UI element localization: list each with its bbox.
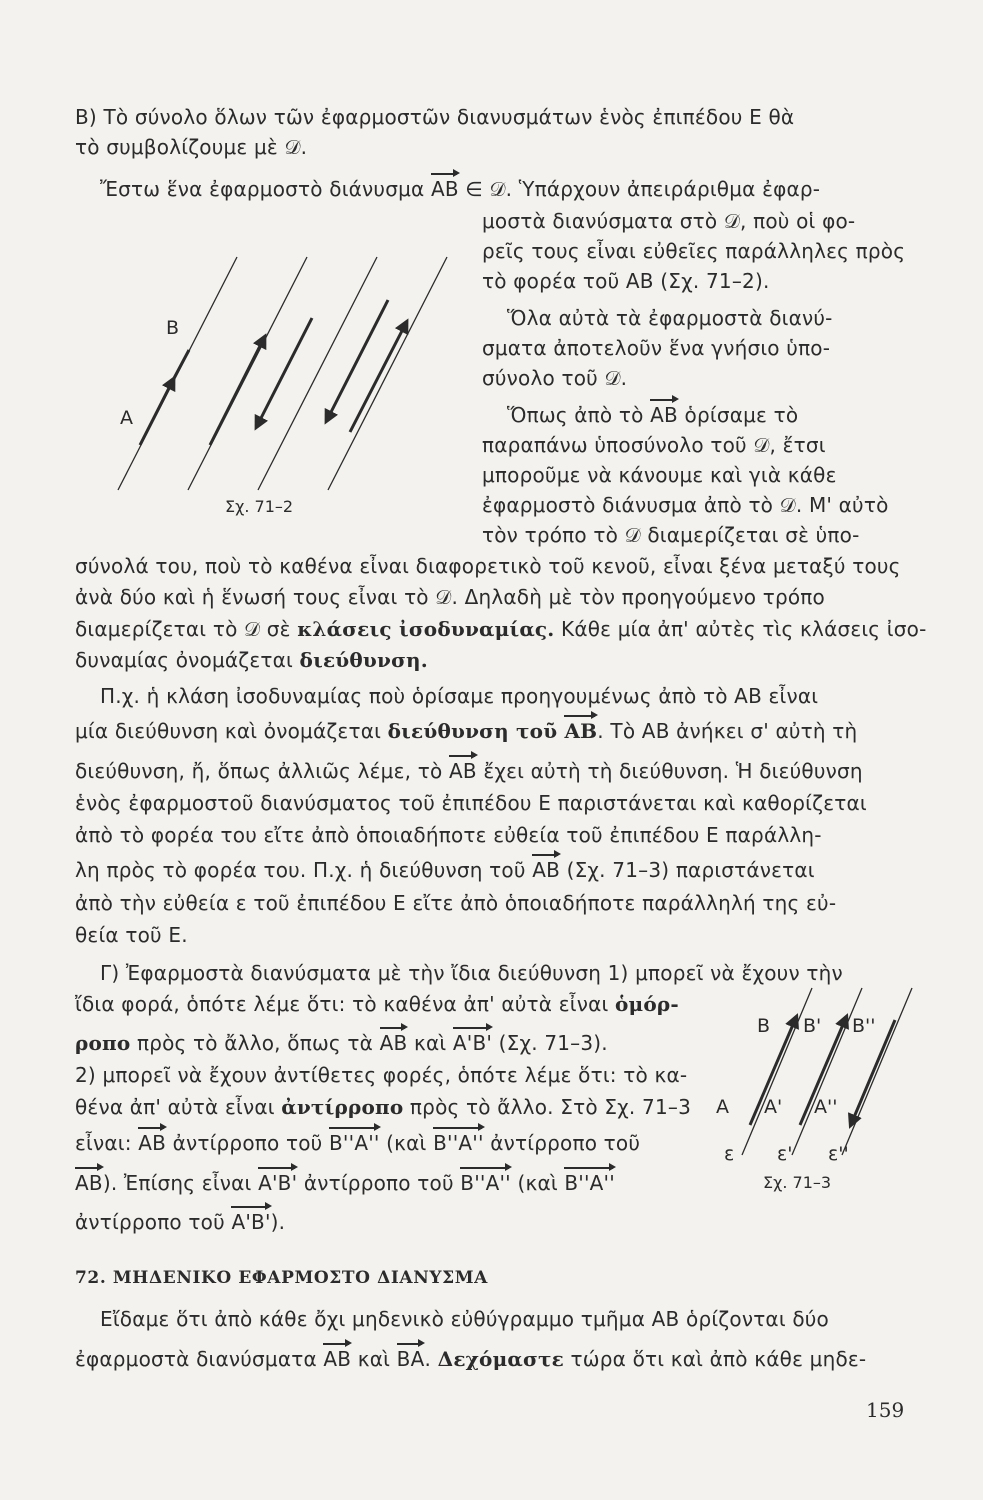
bold-term: ἀντίρροπο [281,1095,404,1119]
text-line: Εἴδαμε ὅτι ἀπὸ κάθε ὄχι μηδενικὸ εὐθύγραμμο τμῆμα AB ὁρίζονται δύο [100,1307,829,1331]
label-a1: A' [764,1096,783,1118]
text-span: τώρα ὅτι καὶ ἀπὸ κάθε μηδε- [563,1347,867,1371]
vector-a1b1: A'B' [452,1031,493,1055]
vector-ba: BA [396,1347,425,1371]
text-span: ). Ἐπίσης εἶναι [102,1171,259,1195]
text-span: ἀντίρροπο τοῦ [166,1131,330,1155]
text-span: (καὶ [510,1171,565,1195]
text-line: τὸ συμβολίζουμε μὲ 𝒟. [75,135,308,159]
text-line: σματα ἀποτελοῦν ἕνα γνήσιο ὑπο- [482,336,831,360]
label-e1: ε' [777,1143,793,1165]
text-line: B) Τὸ σύνολο ὅλων τῶν ἐφαρμοστῶν διανυσμάτων ἑνὸς ἐπιπέδου Ε θὰ [75,105,795,129]
page-number: 159 [866,1398,905,1422]
label-b1: B' [803,1015,822,1037]
text-line: ἀπὸ τὴν εὐθεία ε τοῦ ἐπιπέδου Ε εἴτε ἀπὸ ὁποιαδήποτε παράλληλή της εὐ- [75,891,837,915]
vector-b2a2: B''A'' [329,1131,380,1155]
vector-b2a2: B''A'' [564,1171,615,1195]
label-b: B [757,1015,771,1037]
text-line: 2) μπορεῖ νὰ ἔχουν ἀντίθετες φορές, ὁπότε λέμε ὅτι: τὸ κα- [75,1063,688,1087]
text-line: ἐφαρμοστὸ διάνυσμα ἀπὸ τὸ 𝒟. Μ' αὐτὸ [482,493,889,517]
text-span: ἔχει αὐτὴ τὴ διεύθυνση. Ἡ διεύθυνση [476,759,863,783]
text-line: Ὅλα αὐτὰ τὰ ἐφαρμοστὰ διανύ- [507,306,833,330]
text-span: ἀντίρροπο τοῦ [483,1131,641,1155]
text-line: σύνολο τοῦ 𝒟. [482,366,628,390]
figure-caption: Σχ. 71–3 [763,1173,832,1192]
vector-ab: AB [448,759,477,783]
vector-ab: AB [564,719,598,743]
label-b: B [166,317,180,339]
text-span: δυναμίας ὀνομάζεται [75,648,300,672]
text-span: ὁρίσαμε τὸ [677,403,799,427]
vector-ab: AB [138,1131,167,1155]
text-span: . [424,1347,438,1371]
text-line: παραπάνω ὑποσύνολο τοῦ 𝒟, ἔτσι [482,433,826,457]
text-line: τὸν τρόπο τὸ 𝒟 διαμερίζεται σὲ ὑπο- [482,523,860,547]
line-e1 [792,988,862,1155]
text-line: τὸ φορέα τοῦ AB (Σχ. 71–2). [482,269,770,293]
text-span: εἶναι: [75,1131,139,1155]
text-line: θεία τοῦ Ε. [75,923,188,947]
vector-ab: AB [323,1347,352,1371]
text-line: μποροῦμε νὰ κάνουμε καὶ γιὰ κάθε [482,463,837,487]
text-span: ∈ 𝒟. Ὑπάρχουν ἀπειράριθμα ἐφαρ- [458,177,821,201]
vector-b2a2: B''A'' [433,1131,484,1155]
text-line: σύνολά του, ποὺ τὸ καθένα εἶναι διαφορετικὸ τοῦ κενοῦ, εἶναι ξένα μεταξύ τους [75,554,901,578]
text-span: λη πρὸς τὸ φορέα του. Π.χ. ἡ διεύθυνση τοῦ [75,858,533,882]
text-span: καὶ [351,1347,397,1371]
text-span: πρὸς τὸ ἄλλο. Στὸ Σχ. 71–3 [403,1095,691,1119]
bold-term: κλάσεις ἰσοδυναμίας. [297,617,555,641]
text-span: ἐφαρμοστὰ διανύσματα [75,1347,324,1371]
text-line: ρεῖς τους εἶναι εὐθεῖες παράλληλες πρὸς [482,239,906,263]
text-span: ). [270,1210,286,1234]
vector-ab: AB [430,177,459,201]
text-span: θένα ἀπ' αὐτὰ εἶναι [75,1095,282,1119]
label-b2: B'' [852,1015,876,1037]
label-e2: ε'' [828,1143,849,1165]
text-span: μία διεύθυνση καὶ ὀνομάζεται [75,719,388,743]
text-span: Κάθε μία ἀπ' αὐτὲς τὶς κλάσεις ἰσο- [554,617,927,641]
bold-term: ὁμόρ- [614,992,679,1016]
vector-ab: AB [379,1031,408,1055]
vector-ab: AB [532,858,561,882]
text-line: ἀπὸ τὸ φορέα του εἴτε ἀπὸ ὁποιαδήποτε εὐθεία τοῦ ἐπιπέδου Ε παράλλη- [75,823,822,847]
text-line: Γ) Ἐφαρμοστὰ διανύσματα μὲ τὴν ἴδια διεύθυνση 1) μπορεῖ νὰ ἔχουν τὴν [100,961,843,985]
text-line: Π.χ. ἡ κλάση ἰσοδυναμίας ποὺ ὁρίσαμε προηγουμένως ἀπὸ τὸ AB εἶναι [100,684,819,708]
section-heading: 72. ΜΗΔΕΝΙΚΟ ΕΦΑΡΜΟΣΤΟ ΔΙΑΝΥΣΜΑ [75,1268,488,1288]
bold-term: διεύθυνση τοῦ [387,719,565,743]
label-a2: A'' [814,1096,838,1118]
text-line: ἀνὰ δύο καὶ ἡ ἕνωσή τους εἶναι τὸ 𝒟. Δηλαδὴ μὲ τὸν προηγούμενο τρόπο [75,585,825,609]
text-span: καὶ [407,1031,453,1055]
text-span: (καὶ [379,1131,434,1155]
text-span: Ἔστω ἕνα ἐφαρμοστὸ διάνυσμα [100,177,431,201]
line-e [742,988,812,1155]
vector-ab: AB [650,403,678,427]
text-span: (Σχ. 71–3) παριστάνεται [560,858,815,882]
line-e2 [842,988,912,1155]
text-span: (Σχ. 71–3). [492,1031,608,1055]
vector-ab: AB [75,1171,103,1195]
text-line: μοστὰ διανύσματα στὸ 𝒟, ποὺ οἱ φο- [482,209,856,233]
text-span: διαμερίζεται τὸ 𝒟 σὲ [75,617,298,641]
bold-term: Δεχόμαστε [437,1347,564,1371]
vector-b2a2: B''A'' [460,1171,511,1195]
vector-a1b1: A'B' [258,1171,298,1195]
vector-a1b1: A'B' [231,1210,271,1234]
text-span: ἀντίρροπο τοῦ [75,1210,232,1234]
text-line: ἑνὸς ἐφαρμοστοῦ διανύσματος τοῦ ἐπιπέδου Ε παριστάνεται καὶ καθορίζεται [75,791,867,815]
label-a: A [120,407,133,429]
text-span: πρὸς τὸ ἄλλο, ὅπως τὰ [130,1031,380,1055]
text-span: διεύθυνση, ἤ, ὅπως ἀλλιῶς λέμε, τὸ [75,759,449,783]
bold-term: διεύθυνση. [299,648,428,672]
figure-caption: Σχ. 71–2 [225,497,294,516]
label-a: A [716,1096,729,1118]
text-span: ἀντίρροπο τοῦ [297,1171,461,1195]
text-span: . Τὸ AB ἀνήκει σ' αὐτὴ τὴ [597,719,858,743]
text-span: ἴδια φορά, ὁπότε λέμε ὅτι: τὸ καθένα ἀπ' αὐτὰ εἶναι [75,992,615,1016]
bold-term: ροπο [75,1031,131,1055]
text-span: Ὅπως ἀπὸ τὸ [507,403,651,427]
label-e: ε [724,1143,735,1165]
